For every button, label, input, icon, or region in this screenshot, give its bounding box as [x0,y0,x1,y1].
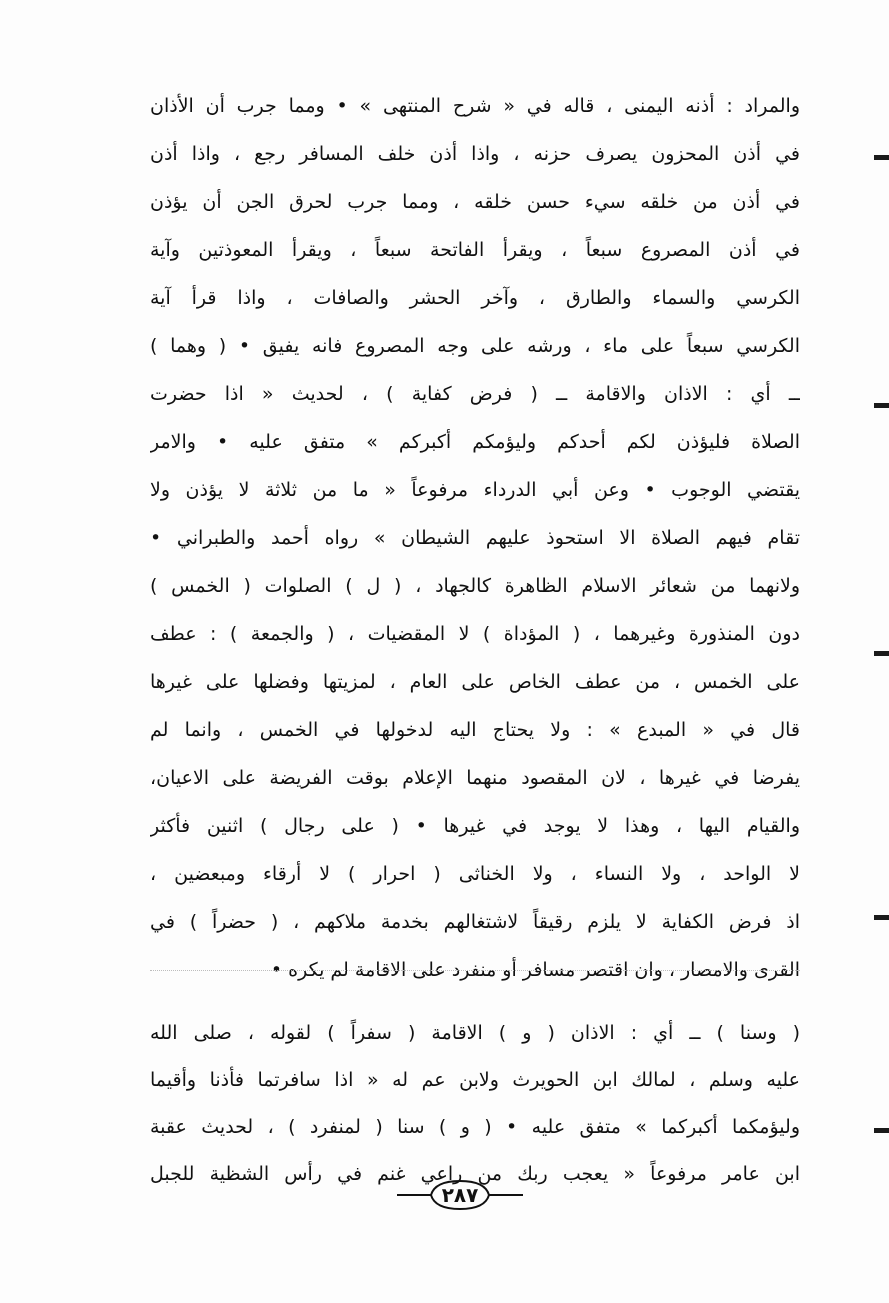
footnote-text-block [150,1010,800,1198]
footnote-line: عليه وسلم ، لمالك ابن الحويرث ولابن عم له « اذا سافرتما فأذنا وأقيما [150,1069,800,1091]
text-line: والمراد : أذنه اليمنى ، قاله في « شرح المنتهى » • ومما جرب أن الأذان [150,95,800,117]
footnote-separator [150,970,800,971]
text-line: القرى والامصار ، وان اقتصر مسافر أو منفرد على الاقامة لم يكره • [270,959,800,981]
text-line: اذ فرض الكفاية لا يلزم رقيقاً لاشتغالهم بخدمة ملاكهم ، ( حضراً ) في [150,911,800,933]
text-line: الكرسي والسماء والطارق ، وآخر الحشر والصافات ، واذا قرأ آية [150,287,800,309]
footnote-line: وليؤمكما أكبركما » متفق عليه • ( و ) سنا ( لمنفرد ) ، لحديث عقبة [150,1116,800,1138]
main-text-block [150,82,800,994]
text-line: الكرسي سبعاً على ماء ، ورشه على وجه المصروع فانه يفيق • ( وهما ) [150,335,800,357]
page-number: ٢٨٧ [441,1183,479,1207]
footnote-line: ابن عامر مرفوعاً « يعجب ربك من راعي غنم في رأس الشظية للجبل [150,1163,800,1185]
text-line: في أذن المحزون يصرف حزنه ، واذا أذن خلف المسافر رجع ، واذا أذن [150,143,800,165]
text-line: الصلاة فليؤذن لكم أحدكم وليؤمكم أكبركم » متفق عليه • والامر [150,431,800,453]
text-line: على الخمس ، من عطف الخاص على العام ، لمزيتها وفضلها على غيرها [150,671,800,693]
margin-tick-mark [874,915,889,920]
text-line: في أذن من خلقه سيء حسن خلقه ، ومما جرب لحرق الجن أن يؤذن [150,191,800,213]
margin-tick-mark [874,651,889,656]
margin-tick-mark [874,155,889,160]
text-line: يقتضي الوجوب • وعن أبي الدرداء مرفوعاً « ما من ثلاثة لا يؤذن ولا [150,479,800,501]
text-line: لا الواحد ، ولا النساء ، ولا الخناثى ( احرار ) لا أرقاء ومبعضين ، [150,863,800,885]
text-line: يفرضا في غيرها ، لان المقصود منهما الإعلام بوقت الفريضة على الاعيان، [150,767,800,789]
text-line: ــ أي : الاذان والاقامة ــ ( فرض كفاية ) ، لحديث « اذا حضرت [150,383,800,405]
text-line: دون المنذورة وغيرهما ، ( المؤداة ) لا المقضيات ، ( والجمعة ) : عطف [150,623,800,645]
page-number-ornament [395,1178,525,1212]
text-line: قال في « المبدع » : ولا يحتاج اليه لدخولها في الخمس ، وانما لم [150,719,800,741]
text-line: ولانهما من شعائر الاسلام الظاهرة كالجهاد ، ( ل ) الصلوات ( الخمس ) [150,575,800,597]
margin-tick-mark [874,403,889,408]
margin-tick-mark [874,1128,889,1133]
text-line: في أذن المصروع سبعاً ، ويقرأ الفاتحة سبعاً ، ويقرأ المعوذتين وآية [150,239,800,261]
text-line: تقام فيهم الصلاة الا استحوذ عليهم الشيطان » رواه أحمد والطبراني • [150,527,800,549]
text-line: والقيام اليها ، وهذا لا يوجد في غيرها • ( على رجال ) اثنين فأكثر [150,815,800,837]
footnote-line: ( وسنا ) ــ أي : الاذان ( و ) الاقامة ( سفراً ) لقوله ، صلى الله [150,1022,800,1044]
